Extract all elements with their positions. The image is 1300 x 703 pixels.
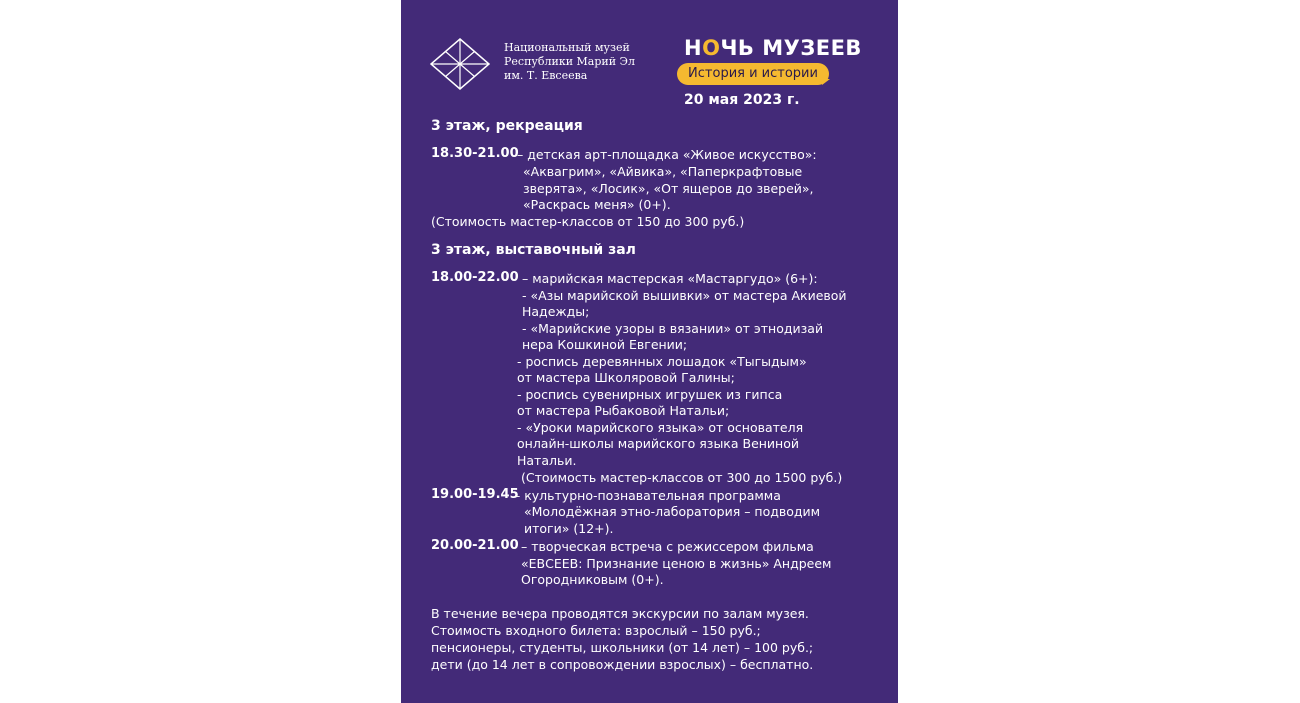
event-title-part: Н [684, 36, 703, 60]
schedule-line: - «Уроки марийского языка» от основателя [517, 420, 804, 435]
schedule-time: 19.00-19.45 [431, 487, 519, 502]
schedule-line: нера Кошкиной Евгении; [522, 337, 688, 352]
event-title [684, 36, 862, 60]
schedule-line: «Раскрась меня» (0+). [523, 197, 671, 212]
schedule-line: – детская арт-площадка «Живое искусство»: [517, 147, 817, 162]
schedule-line: - роспись сувенирных игрушек из гипса [517, 387, 783, 402]
schedule-line: Натальи. [517, 453, 577, 468]
schedule-line: Огородниковым (0+). [521, 572, 664, 587]
footer-line: В течение вечера проводятся экскурсии по залам музея. [431, 606, 809, 621]
schedule-line: онлайн-школы марийского языка Вениной [517, 436, 800, 451]
schedule-line: – культурно-познавательная программа [514, 488, 781, 503]
museum-name [504, 41, 635, 83]
poster [401, 0, 898, 703]
schedule-time: 18.00-22.00 [431, 270, 519, 285]
section-heading: 3 этаж, рекреация [431, 118, 583, 134]
schedule-line: от мастера Школяровой Галины; [517, 370, 735, 385]
schedule-line: от мастера Рыбаковой Натальи; [517, 403, 730, 418]
schedule-line: зверята», «Лосик», «От ящеров до зверей», [523, 181, 814, 196]
schedule-time: 20.00-21.00 [431, 538, 519, 553]
section-heading: 3 этаж, выставочный зал [431, 242, 636, 258]
event-tagline: История и истории [677, 63, 829, 85]
price-note: (Стоимость мастер-классов от 150 до 300 руб.) [431, 214, 745, 229]
schedule-line: – творческая встреча с режиссером фильма [521, 539, 814, 554]
footer-line: пенсионеры, студенты, школьники (от 14 лет) – 100 руб.; [431, 640, 814, 655]
price-note: (Стоимость мастер-классов от 300 до 1500 руб.) [521, 470, 843, 485]
schedule-line: Надежды; [522, 304, 590, 319]
museum-name-line: Республики Марий Эл [504, 55, 635, 68]
footer-line: дети (до 14 лет в сопровождении взрослых) – бесплатно. [431, 657, 814, 672]
schedule-line: «Аквагрим», «Айвика», «Паперкрафтовые [523, 164, 803, 179]
museum-logo-icon [430, 38, 490, 90]
event-title-part: ЧЬ МУЗЕЕВ [720, 36, 862, 60]
schedule-time: 18.30-21.00 [431, 146, 519, 161]
museum-name-line: им. Т. Евсеева [504, 69, 588, 82]
tagline-bubble-tail [822, 79, 830, 85]
schedule-line: - роспись деревянных лошадок «Тыгыдым» [517, 354, 807, 369]
schedule-line: – марийская мастерская «Мастаргудо» (6+): [522, 271, 818, 286]
schedule-line: - «Марийские узоры в вязании» от этнодизай [522, 321, 824, 336]
footer-line: Стоимость входного билета: взрослый – 150 руб.; [431, 623, 761, 638]
schedule-line: «Молодёжная этно-лаборатория – подводим [524, 504, 821, 519]
museum-name-line: Национальный музей [504, 41, 630, 54]
event-date: 20 мая 2023 г. [684, 92, 800, 108]
schedule-line: итоги» (12+). [524, 521, 614, 536]
schedule-line: - «Азы марийской вышивки» от мастера Акиевой [522, 288, 847, 303]
event-title-accent-letter: О [702, 36, 721, 60]
schedule-line: «ЕВСЕЕВ: Признание ценою в жизнь» Андреем [521, 556, 832, 571]
